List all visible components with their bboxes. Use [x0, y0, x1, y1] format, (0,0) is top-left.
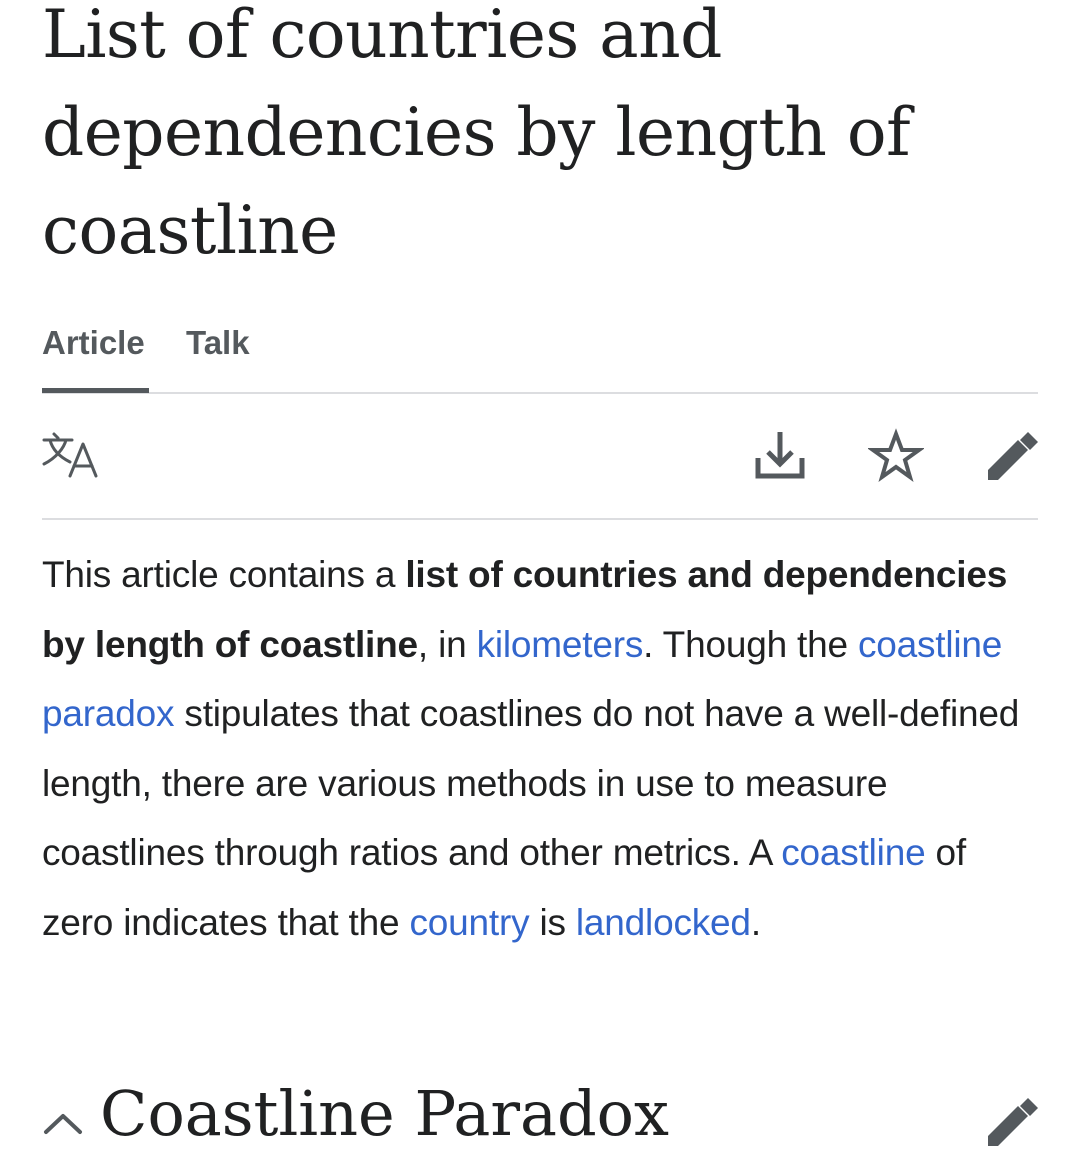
page-tabs [42, 318, 1038, 394]
download-icon[interactable] [752, 428, 808, 484]
link-coastline[interactable]: coastline [781, 832, 926, 873]
chevron-up-icon[interactable] [42, 1106, 84, 1140]
lead-text: . Though the [643, 623, 858, 665]
lead-text: stipulates that coastlines do not have a well-defined length, there are various methods in use to measure coastlines through ratios and other metrics. A [42, 693, 1020, 873]
lead-text: This article contains a [42, 554, 406, 595]
section-title: Coastline Paradox [100, 1077, 669, 1150]
page-actions-toolbar [42, 392, 1038, 520]
tab-article[interactable]: Article [42, 324, 145, 361]
page-title: List of countries and dependencies by length of coastline [42, 0, 911, 269]
link-kilometers[interactable]: kilometers [476, 623, 644, 665]
lead-text: is [529, 901, 576, 943]
link-country[interactable]: country [409, 901, 530, 943]
link-coastline-paradox[interactable]: coastline paradox [42, 623, 1003, 734]
edit-icon[interactable] [984, 428, 1040, 484]
lead-text: , in [417, 623, 477, 665]
star-icon[interactable] [868, 428, 924, 484]
language-icon[interactable] [42, 430, 98, 482]
lead-text: . [750, 901, 761, 943]
link-landlocked[interactable]: landlocked [575, 901, 751, 943]
lead-text: of zero indicates that the [42, 832, 966, 943]
tab-talk[interactable]: Talk [186, 324, 250, 361]
section-heading-coastline-paradox[interactable] [42, 1078, 1038, 1163]
section-edit-icon[interactable] [984, 1094, 1040, 1150]
lead-paragraph [42, 540, 1038, 957]
lead-bold-subject: list of countries and dependencies by length of coastline [42, 554, 1008, 665]
